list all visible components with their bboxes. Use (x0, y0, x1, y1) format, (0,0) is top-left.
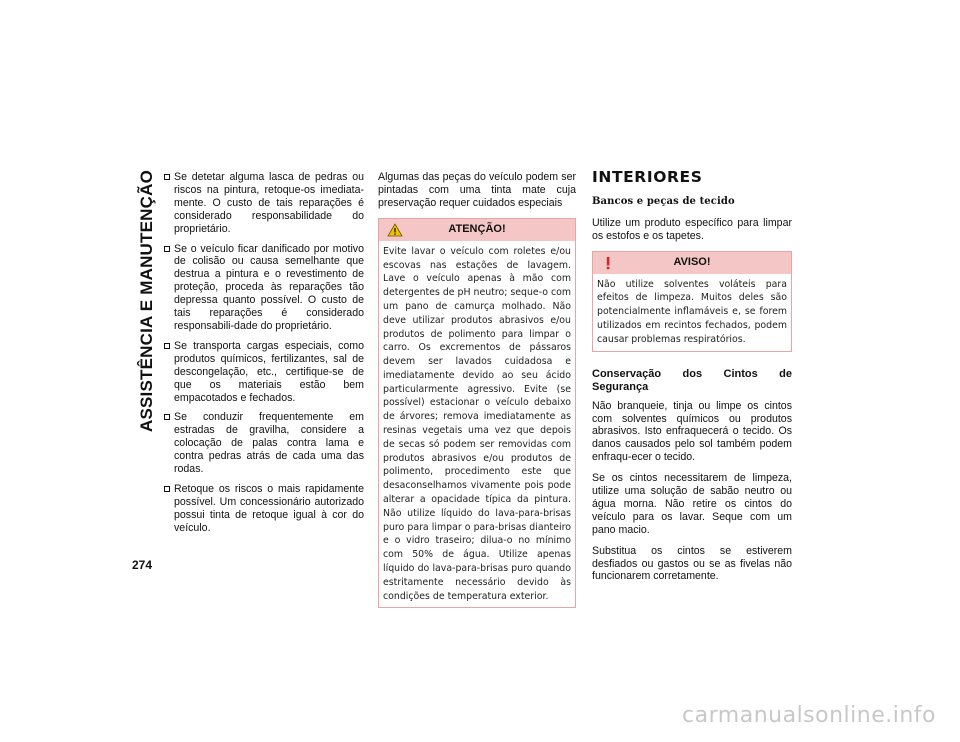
list-item (164, 411, 364, 476)
list-item-text: Se transporta cargas especiais, como produtos químicos, fertilizantes, sal de descongelação, etc., certifique-se de que os materiais estão bem empacotados e fechados. (174, 339, 364, 404)
list-item (164, 243, 364, 333)
paragraph: Se os cintos necessitarem de limpeza, utilize uma solução de sabão neutro ou água morna. Não retire os cintos do veículo para os lavar. Seque com um pano macio. (592, 472, 792, 536)
square-bullet-icon (164, 486, 170, 492)
square-bullet-icon (164, 174, 170, 180)
column-1 (164, 171, 364, 542)
attention-title: ATENÇÃO! (448, 223, 506, 236)
notice-body: Não utilize solventes voláteis para efeitos de limpeza. Muitos deles são potencialmente inflamáveis e, se forem utilizados em recintos fechados, podem causar problemas respiratórios. (597, 278, 787, 345)
page-number: 274 (132, 558, 153, 572)
list-item (164, 171, 364, 236)
subheading-bancos: Bancos e peças de tecido (592, 195, 735, 207)
square-bullet-icon (164, 414, 170, 420)
warning-triangle-icon (387, 223, 403, 237)
list-item (164, 340, 364, 405)
list-item-text: Se o veículo ficar danificado por motivo de colisão ou causa semelhante que destrua a pintura e o revestimento de proteção, proceda às reparações tão depressa quanto possível. O custo de tais reparações é considerado responsabili-dade do proprietário. (174, 242, 364, 332)
paragraph: Utilize um produto específico para limpar os estofos e os tapetes. (592, 216, 792, 242)
column-3 (592, 168, 792, 591)
side-tab (134, 170, 160, 432)
exclamation-icon (601, 256, 615, 270)
list-item (164, 483, 364, 535)
notice-header (593, 252, 791, 274)
attention-header (379, 219, 575, 241)
attention-body: Evite lavar o veículo com roletes e/ou escovas nas estações de lavagem. Lave o veículo apenas à mão com detergentes de pH neutro; seque-o com um pano de camurça molhado. Não deve utilizar produtos abrasivos e/ou produtos de polimento para limpar o carro. Os excrementos de pássaros devem ser lavados cuidadosa e imediatamente devido ao seu ácido particularmente agressivo. Evite (se possível) estacionar o veículo debaixo de árvores; remova imediatamente as resinas vegetais uma vez que depois de secas só podem ser removidas com produtos abrasivos e/ou produtos de polimento, procedimento este que desaconselhamos vivamente pois pode alterar a opacidade típica da pintura. Não utilize líquido do lava-para-brisas puro para limpar o para-brisas dianteiro e o vidro traseiro; dilua-o no mínimo com 50% de água. Utilize apenas líquido do lava-para-brisas puro quando estritamente necessário devido às condições de temperatura exterior. (383, 245, 571, 602)
notice-box (592, 251, 792, 352)
square-bullet-icon (164, 343, 170, 349)
column-2 (378, 171, 576, 608)
section-heading: INTERIORES (592, 168, 703, 186)
paragraph: Não branqueie, tinja ou limpe os cintos com solventes químicos ou produtos abrasivos. Isto enfraquecerá o tecido. Os danos causados pelo sol também podem enfraqu-ecer o tecido. (592, 399, 792, 464)
square-bullet-icon (164, 246, 170, 252)
paragraph: Substitua os cintos se estiverem desfiados ou gastos ou se as fivelas não funcionarem corretamente. (592, 544, 792, 583)
intro-paragraph: Algumas das peças do veículo podem ser pintadas com uma tinta mate cuja preservação requer cuidados especiais (378, 171, 576, 209)
attention-box (378, 218, 576, 609)
subheading-cintos: Conservação dos Cintos de Segurança (592, 367, 792, 393)
list-item-text: Se detetar alguma lasca de pedras ou riscos na pintura, retoque-os imediata-mente. O custo de tais reparações é considerado responsabilidade do proprietário. (174, 171, 364, 235)
notice-title: AVISO! (673, 256, 711, 269)
list-item-text: Se conduzir frequentemente em estradas de gravilha, considere a colocação de palas contra lama e contra pedras atrás de cada uma das rodas. (174, 411, 364, 476)
list-item-text: Retoque os riscos o mais rapidamente possível. Um concessionário autorizado possui tinta de retoque igual à cor do veículo. (174, 482, 364, 534)
side-tab-label: ASSISTÊNCIA E MANUTENÇÃO (137, 169, 156, 433)
watermark: carmanualsonline.info (682, 703, 936, 728)
